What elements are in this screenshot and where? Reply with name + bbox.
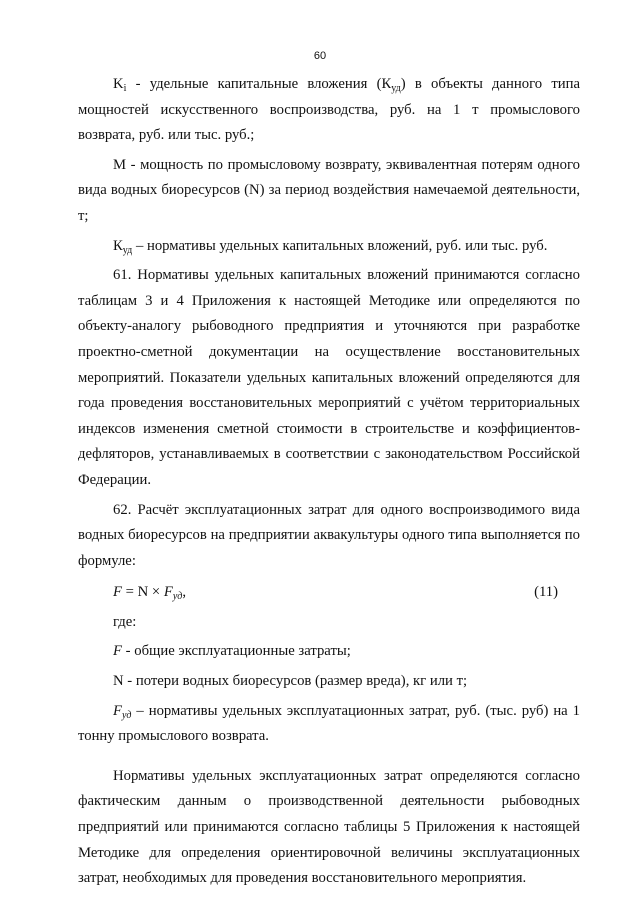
subscript-i: i [123,83,127,94]
definition-text: – нормативы удельных эксплуатационных затрат, руб. (тыс. руб) на 1 тонну промыслового возврата. [78,702,580,745]
definition-n: N - потери водных биоресурсов (размер вреда), кг или т; [113,673,468,690]
definition-text: - общие эксплуатационные затраты; [121,643,351,660]
formula-punct: , [182,584,186,601]
paragraph-m-definition: М - мощность по промысловому возврату, эквивалентная потерям одного вида водных биоресурсов (N) за период воздействия намечаемой деятельности, т; [78,156,580,224]
symbol-k: К [113,237,123,254]
paragraph-operating-costs: Нормативы удельных эксплуатационных затрат определяются согласно фактическим данным о производственной деятельности рыбоводных предприятий или принимаются согласно таблицы 5 Приложения к настоящей Методике для определения ориентировочной величины эксплуатационных затрат, необходимых для проведения восстановительного мероприятия. [78,767,580,887]
formula-11 [78,580,580,606]
formula-operator: = N × [121,584,164,601]
definition-fud [78,699,580,750]
formula-lhs: F [113,584,122,601]
paragraph-ki-definition [78,72,580,149]
symbol-f: F [113,643,122,660]
page-number: 60 [313,50,327,62]
document-body [78,72,580,892]
formula-subscript: уд [172,591,183,603]
paragraph-kud-definition [78,234,580,260]
symbol-f: F [113,702,122,719]
paragraph-62: 62. Расчёт эксплуатационных затрат для одного воспроизводимого вида водных биоресурсов на предприятии аквакультуры одного типа выполняется по формуле: [78,501,580,569]
paragraph-text: – нормативы удельных капитальных вложений, руб. или тыс. руб. [132,237,548,254]
paragraph-text: - удельные капитальные вложения (К [126,76,392,92]
definition-f [78,639,580,665]
formula-number: (11) [534,584,558,601]
subscript-ud: уд [122,244,133,256]
formula-rhs: F [163,584,173,601]
subscript-ud: уд [391,83,401,94]
where-label: где: [113,613,137,630]
paragraph-61: 61. Нормативы удельных капитальных вложений принимаются согласно таблицам 3 и 4 Приложения к настоящей Методике или определяются по объекту-аналогу рыбоводного предприятия и уточняются при разработке проектно-сметной документации на осуществление восстановительных мероприятий. Показатели удельных капитальных вложений определяются для года проведения восстановительных мероприятий с учётом территориальных индексов изменения сметной стоимости в строительстве и коэффициентов-дефляторов, устанавливаемых в соответствии с законодательством Российской Федерации. [78,267,580,488]
paragraph-text: ) в объекты данного типа мощностей искусственного воспроизводства, руб. на 1 т промыслового возврата, руб. или тыс. руб.; [78,76,580,144]
subscript-ud: уд [121,709,132,721]
symbol-k: K [113,76,124,92]
